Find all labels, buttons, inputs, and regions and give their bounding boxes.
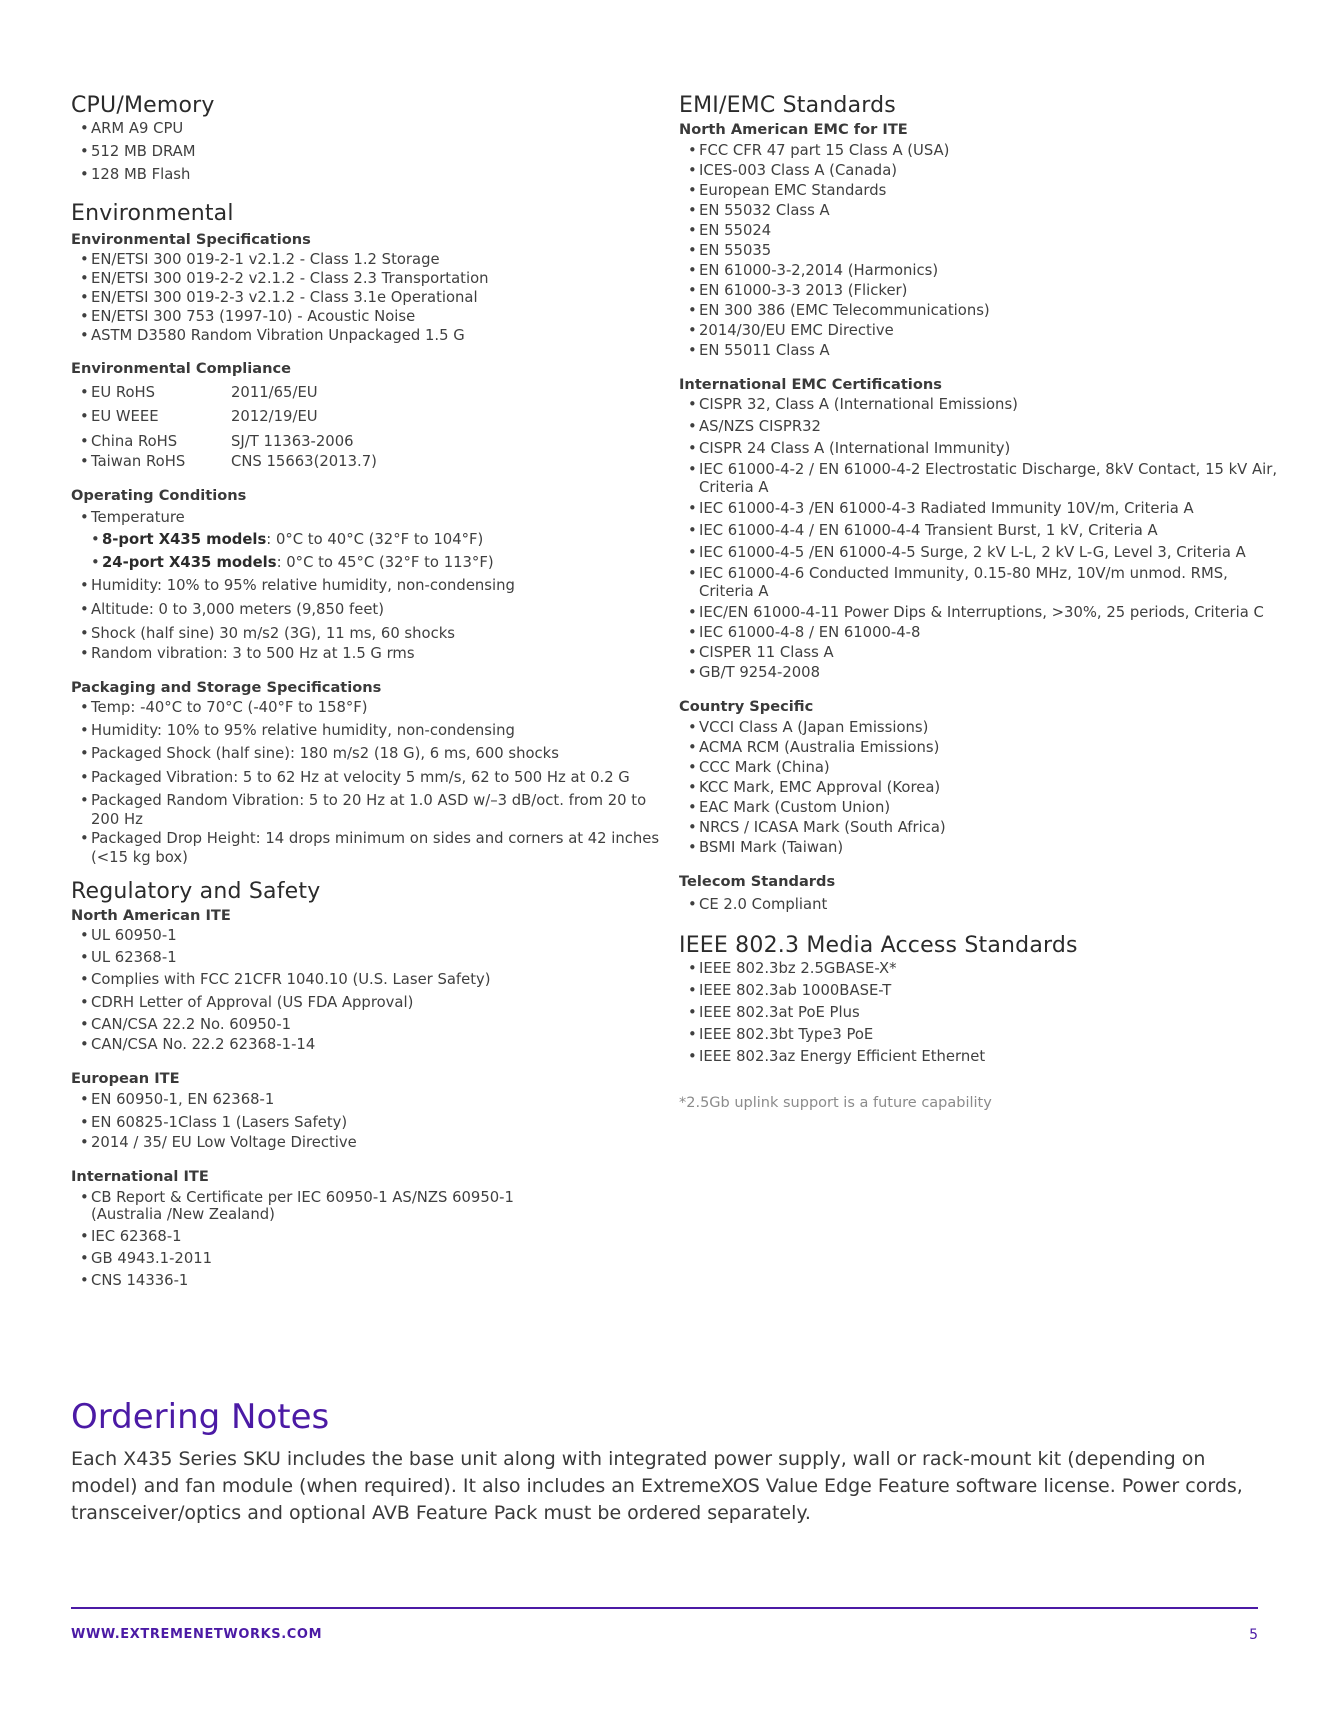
list-item: • IEEE 802.3az Energy Efficient Ethernet (688, 1047, 1279, 1067)
list-item: • BSMI Mark (Taiwan) (688, 838, 1279, 858)
operating-conditions-list-2 (71, 576, 661, 664)
list-item (91, 530, 661, 550)
list-item: • Packaged Drop Height: 14 drops minimum on sides and corners at 42 inches (<15 kg box) (80, 829, 661, 867)
cpu-memory-heading: CPU/Memory (71, 93, 215, 118)
list-item: • EN 55024 (688, 221, 1279, 241)
list-item: • IEEE 802.3ab 1000BASE-T (688, 981, 1279, 1001)
footnote: *2.5Gb uplink support is a future capability (679, 1095, 992, 1112)
list-item: • IEC 61000-4-6 Conducted Immunity, 0.15-80 MHz, 10V/m unmod. RMS, Criteria A (688, 565, 1279, 601)
list-item: • GB 4943.1-2011 (80, 1249, 560, 1269)
list-item: • 128 MB Flash (80, 165, 661, 185)
list-item: • CNS 14336-1 (80, 1271, 560, 1291)
na-emc-subheading: North American EMC for ITE (679, 121, 908, 139)
list-item: • CAN/CSA 22.2 No. 60950-1 (80, 1015, 661, 1035)
compliance-row (80, 452, 661, 472)
list-item: • CB Report & Certificate per IEC 60950-1 AS/NZS 60950-1 (Australia /New Zealand) (80, 1189, 560, 1223)
list-item: • EAC Mark (Custom Union) (688, 798, 1279, 818)
telecom-list (679, 895, 1279, 915)
list-item: • EN 55035 (688, 241, 1279, 261)
list-item: • Temp: -40°C to 70°C (-40°F to 158°F) (80, 698, 661, 718)
list-item: • IEC 61000-4-8 / EN 61000-4-8 (688, 623, 1279, 643)
environmental-heading: Environmental (71, 201, 234, 227)
country-specific-list (679, 718, 1279, 858)
list-item: • EN 60825-1Class 1 (Lasers Safety) (80, 1113, 661, 1133)
emi-emc-heading: EMI/EMC Standards (679, 93, 896, 118)
list-item: • IEEE 802.3bt Type3 PoE (688, 1025, 1279, 1045)
list-item: • IEEE 802.3bz 2.5GBASE-X* (688, 959, 1279, 979)
list-item: • ACMA RCM (Australia Emissions) (688, 738, 1279, 758)
list-item: • Packaged Shock (half sine): 180 m/s2 (18 G), 6 ms, 600 shocks (80, 744, 661, 764)
list-item: • EN 61000-3-2,2014 (Harmonics) (688, 261, 1279, 281)
compliance-label: China RoHS (91, 432, 178, 450)
list-item: • IEC 61000-4-4 / EN 61000-4-4 Transient Burst, 1 kV, Criteria A (688, 521, 1279, 541)
env-compliance-subheading: Environmental Compliance (71, 360, 292, 378)
list-item: • Shock (half sine) 30 m/s2 (3G), 11 ms, 60 shocks (80, 624, 661, 644)
list-item: • Humidity: 10% to 95% relative humidity, non-condensing (80, 576, 661, 596)
compliance-label: Taiwan RoHS (91, 452, 186, 470)
list-item: • Altitude: 0 to 3,000 meters (9,850 feet) (80, 600, 661, 620)
list-item: • CISPER 11 Class A (688, 643, 1279, 663)
country-specific-subheading: Country Specific (679, 698, 814, 716)
ordering-notes-body: Each X435 Series SKU includes the base unit along with integrated power supply, wall or rack-mount kit (depending on model) and fan module (when required). It also includes an ExtremeXOS Value Edge Feature software license. Power cords, transceiver/optics and optional AVB Feature Pack must be ordered separately. (71, 1447, 1243, 1524)
ieee-list (679, 959, 1279, 1067)
intl-emc-list (679, 395, 1279, 683)
ordering-notes-heading: Ordering Notes (71, 1397, 330, 1437)
compliance-value: SJ/T 11363-2006 (231, 432, 354, 450)
compliance-value: 2012/19/EU (231, 407, 318, 425)
page-number: 5 (1249, 1627, 1258, 1643)
intl-ite-subheading: International ITE (71, 1167, 209, 1185)
compliance-value: CNS 15663(2013.7) (231, 452, 377, 470)
footer-divider (71, 1607, 1258, 1609)
compliance-row (80, 432, 661, 452)
right-column (679, 93, 1279, 1111)
ieee-heading: IEEE 802.3 Media Access Standards (679, 933, 1078, 959)
model-name: 8-port X435 models (102, 531, 267, 549)
list-item: • IEC/EN 61000-4-11 Power Dips & Interruptions, >30%, 25 periods, Criteria C (688, 603, 1279, 623)
list-item: • Packaged Random Vibration: 5 to 20 Hz at 1.0 ASD w/–3 dB/oct. from 20 to 200 Hz (80, 791, 661, 829)
list-item: • EN/ETSI 300 753 (1997-10) - Acoustic Noise (80, 307, 661, 326)
na-ite-subheading: North American ITE (71, 906, 231, 924)
operating-conditions-list (71, 508, 661, 528)
env-compliance-list (71, 383, 661, 472)
ordering-notes-section (71, 1397, 1261, 1527)
list-item: • IEEE 802.3at PoE Plus (688, 1003, 1279, 1023)
list-item: • IEC 61000-4-2 / EN 61000-4-2 Electrostatic Discharge, 8kV Contact, 15 kV Air, Criteria A (688, 461, 1279, 497)
list-item: • ARM A9 CPU (80, 119, 661, 139)
list-item: • CDRH Letter of Approval (US FDA Approval) (80, 993, 661, 1013)
compliance-row (80, 383, 661, 403)
list-item (91, 553, 661, 573)
intl-ite-list (71, 1189, 560, 1291)
list-item: • EN/ETSI 300 019-2-3 v2.1.2 - Class 3.1e Operational (80, 288, 661, 307)
list-item: • UL 60950-1 (80, 926, 661, 946)
list-item: • Random vibration: 3 to 500 Hz at 1.5 G rms (80, 644, 661, 664)
list-item: • ASTM D3580 Random Vibration Unpackaged 1.5 G (80, 326, 661, 345)
operating-conditions-subheading: Operating Conditions (71, 486, 247, 504)
list-item: • EN 300 386 (EMC Telecommunications) (688, 301, 1279, 321)
list-item: • EN 55032 Class A (688, 201, 1279, 221)
list-item: • IEC 61000-4-3 /EN 61000-4-3 Radiated Immunity 10V/m, Criteria A (688, 499, 1279, 519)
list-item: • ICES-003 Class A (Canada) (688, 161, 1279, 181)
list-item: • Humidity: 10% to 95% relative humidity, non-condensing (80, 721, 661, 741)
model-range: : 0°C to 40°C (32°F to 104°F) (266, 531, 484, 549)
list-item: • Temperature (80, 508, 661, 528)
list-item: • EN/ETSI 300 019-2-2 v2.1.2 - Class 2.3 Transportation (80, 269, 661, 288)
regulatory-heading: Regulatory and Safety (71, 879, 321, 905)
env-specs-list (71, 250, 661, 345)
env-specs-subheading: Environmental Specifications (71, 230, 311, 248)
compliance-row (80, 407, 661, 427)
temperature-models-list (71, 530, 661, 573)
list-item: • EN/ETSI 300 019-2-1 v2.1.2 - Class 1.2 Storage (80, 250, 661, 269)
left-column (71, 93, 661, 1291)
list-item: • CE 2.0 Compliant (688, 895, 1279, 915)
list-item: • Complies with FCC 21CFR 1040.10 (U.S. Laser Safety) (80, 970, 661, 990)
list-item: • VCCI Class A (Japan Emissions) (688, 718, 1279, 738)
list-item: • EN 60950-1, EN 62368-1 (80, 1090, 661, 1110)
list-item: • KCC Mark, EMC Approval (Korea) (688, 778, 1279, 798)
list-item: • FCC CFR 47 part 15 Class A (USA) (688, 141, 1279, 161)
list-item: • IEC 62368-1 (80, 1227, 560, 1247)
compliance-value: 2011/65/EU (231, 383, 318, 401)
eu-ite-list (71, 1090, 661, 1153)
list-item: • CISPR 32, Class A (International Emissions) (688, 395, 1279, 415)
list-item: • 512 MB DRAM (80, 142, 661, 162)
list-item: • European EMC Standards (688, 181, 1279, 201)
na-emc-list (679, 141, 1279, 361)
packaging-subheading: Packaging and Storage Specifications (71, 679, 382, 697)
list-item: • CISPR 24 Class A (International Immunity) (688, 439, 1279, 459)
telecom-subheading: Telecom Standards (679, 872, 836, 890)
list-item: • CCC Mark (China) (688, 758, 1279, 778)
list-item: • UL 62368-1 (80, 948, 661, 968)
packaging-list (71, 698, 661, 867)
na-ite-list (71, 926, 661, 1055)
list-item: • 2014 / 35/ EU Low Voltage Directive (80, 1133, 661, 1153)
list-item: • IEC 61000-4-5 /EN 61000-4-5 Surge, 2 kV L-L, 2 kV L-G, Level 3, Criteria A (688, 543, 1279, 563)
list-item: • Packaged Vibration: 5 to 62 Hz at velocity 5 mm/s, 62 to 500 Hz at 0.2 G (80, 768, 661, 788)
model-name: 24-port X435 models (102, 554, 277, 572)
list-item: • CAN/CSA No. 22.2 62368-1-14 (80, 1035, 661, 1055)
list-item: • EN 55011 Class A (688, 341, 1279, 361)
cpu-memory-list (71, 119, 661, 185)
model-range: : 0°C to 45°C (32°F to 113°F) (276, 554, 494, 572)
intl-emc-subheading: International EMC Certifications (679, 375, 942, 393)
list-item: • NRCS / ICASA Mark (South Africa) (688, 818, 1279, 838)
footer-website-link[interactable]: WWW.EXTREMENETWORKS.COM (71, 1627, 323, 1642)
compliance-label: EU WEEE (91, 407, 159, 425)
list-item: • AS/NZS CISPR32 (688, 417, 1279, 437)
eu-ite-subheading: European ITE (71, 1070, 180, 1088)
list-item: • 2014/30/EU EMC Directive (688, 321, 1279, 341)
compliance-label: EU RoHS (91, 383, 156, 401)
list-item: • EN 61000-3-3 2013 (Flicker) (688, 281, 1279, 301)
list-item: • GB/T 9254-2008 (688, 663, 1279, 683)
